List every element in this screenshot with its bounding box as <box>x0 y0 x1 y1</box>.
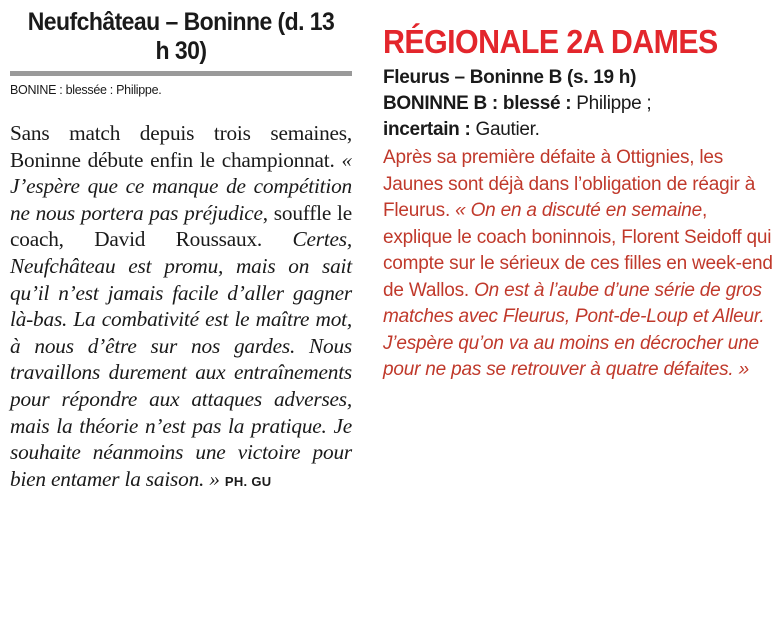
match-heading: Neufchâteau – Boninne (d. 13 h 30) <box>27 8 335 65</box>
body-run: Sans match depuis trois semaines, Boninne débute enfin le championnat. <box>10 121 352 172</box>
injured-value: Philippe ; <box>571 93 652 114</box>
right-article <box>383 22 775 384</box>
quote-run: « On en a discuté en semaine <box>455 200 702 221</box>
body-run: , souffle le coach, David Roussaux. <box>10 200 352 252</box>
body-run: Après sa première défaite à Ottignies, les Jaunes sont déjà dans l’obligation de réagir à Fleurus. <box>383 147 756 221</box>
heading-rule <box>10 71 352 76</box>
match-info <box>383 65 775 143</box>
doubtful-value: Gautier. <box>470 119 540 140</box>
injured-label: BONINNE B : blessé : <box>383 93 572 114</box>
match-line: Fleurus – Boninne B (s. 19 h) <box>383 67 637 88</box>
article-body <box>10 120 352 495</box>
quote-run: On est à l’aube d’une série de gros matches avec Fleurus, Pont-de-Loup et Alleur. J’espère qu’on va au moins en décrocher une pour ne pas se retrouver à quatre défaites. » <box>383 279 765 380</box>
author-signature: PH. GU <box>224 473 272 489</box>
article-body-right <box>383 145 775 384</box>
section-title: RÉGIONALE 2A DAMES <box>383 23 718 60</box>
injury-note: BONINE : blessée : Philippe. <box>10 83 162 97</box>
body-run: , explique le coach boninnois, Florent Seidoff qui compte sur le sérieux de ces filles en week-end de Wallos. <box>383 200 773 301</box>
left-article <box>10 8 352 495</box>
doubtful-label: incertain : <box>383 119 471 140</box>
quote-run: Certes, Neufchâteau est promu, mais on sait qu’il n’est jamais facile d’aller gagner là-bas. La combativité est le maître mot, à nous d’être sur nos gardes. Nous travaillons durement aux entraînements pour répondre aux attaques adverses, mais la théorie n’est pas la pratique. Je souhaite néanmoins une victoire pour bien entamer la saison. » <box>10 227 352 491</box>
quote-run: « J’espère que ce manque de compétition ne nous portera pas préjudice <box>10 147 352 225</box>
